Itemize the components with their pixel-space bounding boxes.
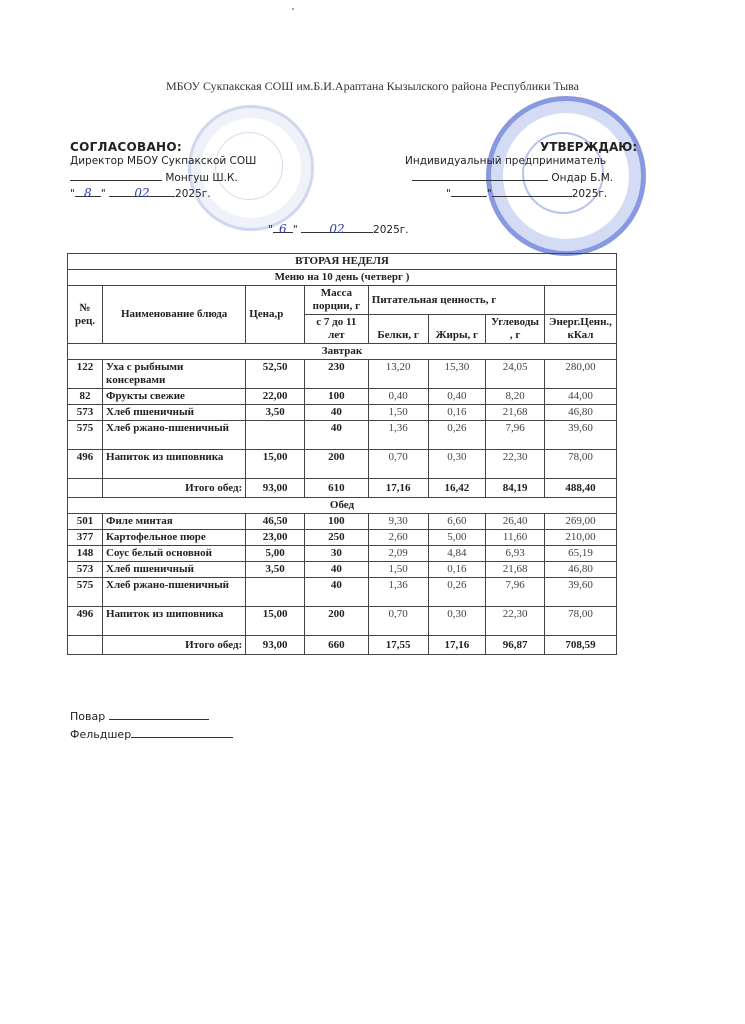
organization-header: МБОУ Сукпакская СОШ им.Б.И.Араптана Кызылского района Республики Тыва — [165, 79, 580, 93]
approved-position: Индивидуальный предприниматель — [405, 155, 607, 167]
total-label: Итого обед: — [103, 636, 246, 655]
week-title-row — [68, 254, 617, 270]
header-nutrition: Питательная ценность, г — [368, 286, 544, 315]
total-carbs: 84,19 — [486, 479, 545, 498]
price: 15,00 — [246, 450, 305, 479]
proteins: 2,60 — [368, 530, 428, 546]
price: 3,50 — [246, 562, 305, 578]
dish-name: Соус белый основной — [103, 546, 246, 562]
header-empty — [544, 286, 616, 315]
fats: 5,00 — [428, 530, 486, 546]
week-title: ВТОРАЯ НЕДЕЛЯ — [68, 254, 617, 270]
price: 15,00 — [246, 607, 305, 636]
menu-date: " 6 " 02 2025г. — [268, 222, 409, 236]
price: 52,50 — [246, 360, 305, 389]
total-proteins: 17,55 — [368, 636, 428, 655]
fats: 0,16 — [428, 562, 486, 578]
mass: 230 — [304, 360, 368, 389]
mass: 100 — [304, 514, 368, 530]
total-mass: 660 — [304, 636, 368, 655]
energy: 46,80 — [544, 562, 616, 578]
scan-speck — [292, 8, 294, 10]
carbs: 24,05 — [486, 360, 545, 389]
agreed-month: 02 — [134, 186, 150, 200]
total-fats: 16,42 — [428, 479, 486, 498]
header-energy: Энерг.Ценн., кКал — [544, 315, 616, 344]
recipe-no: 82 — [68, 389, 103, 405]
header-age-group: с 7 до 11 лет — [304, 315, 368, 344]
price: 22,00 — [246, 389, 305, 405]
approved-year: 2025г. — [571, 188, 608, 200]
recipe-no: 148 — [68, 546, 103, 562]
table-row — [68, 360, 617, 389]
mass: 200 — [304, 450, 368, 479]
table-row — [68, 389, 617, 405]
signature-line — [109, 709, 209, 720]
energy: 39,60 — [544, 578, 616, 607]
total-proteins: 17,16 — [368, 479, 428, 498]
total-carbs: 96,87 — [486, 636, 545, 655]
table-row — [68, 421, 617, 450]
table-row — [68, 546, 617, 562]
dish-name: Филе минтая — [103, 514, 246, 530]
agreed-year: 2025г. — [175, 188, 211, 200]
mass: 30 — [304, 546, 368, 562]
recipe-no: 575 — [68, 578, 103, 607]
proteins: 9,30 — [368, 514, 428, 530]
proteins: 1,36 — [368, 578, 428, 607]
fats: 6,60 — [428, 514, 486, 530]
signature-line — [131, 727, 233, 738]
recipe-no: 573 — [68, 562, 103, 578]
dish-name: Напиток из шиповника — [103, 607, 246, 636]
dish-name: Хлеб ржано-пшеничный — [103, 421, 246, 450]
carbs: 26,40 — [486, 514, 545, 530]
menu-month: 02 — [329, 222, 345, 236]
fats: 0,30 — [428, 607, 486, 636]
header-portion-mass: Масса порции, г — [304, 286, 368, 315]
energy: 44,00 — [544, 389, 616, 405]
mass: 40 — [304, 421, 368, 450]
mass: 250 — [304, 530, 368, 546]
recipe-no: 575 — [68, 421, 103, 450]
approved-signature-line — [412, 170, 613, 184]
energy: 280,00 — [544, 360, 616, 389]
total-fats: 17,16 — [428, 636, 486, 655]
cook-signature — [70, 709, 209, 723]
header-fats: Жиры, г — [428, 315, 486, 344]
recipe-no: 496 — [68, 607, 103, 636]
recipe-no: 501 — [68, 514, 103, 530]
table-row — [68, 514, 617, 530]
agreed-name: Монгуш Ш.К. — [165, 172, 238, 184]
mass: 40 — [304, 578, 368, 607]
menu-year: 2025г. — [373, 224, 409, 236]
total-energy: 488,40 — [544, 479, 616, 498]
table-row — [68, 530, 617, 546]
dish-name: Фрукты свежие — [103, 389, 246, 405]
table-row — [68, 405, 617, 421]
header-dish-name: Наименование блюда — [103, 286, 246, 344]
mass: 40 — [304, 405, 368, 421]
approved-name: Ондар Б.М. — [551, 172, 614, 184]
energy: 210,00 — [544, 530, 616, 546]
signature-line — [412, 170, 548, 181]
carbs: 22,30 — [486, 450, 545, 479]
menu-table — [67, 253, 617, 655]
header-price: Цена,р — [246, 286, 305, 344]
approved-date: " " 2025г. — [446, 188, 608, 200]
proteins: 1,36 — [368, 421, 428, 450]
section-row — [68, 344, 617, 360]
proteins: 0,40 — [368, 389, 428, 405]
agreed-title: СОГЛАСОВАНО: — [70, 140, 182, 154]
recipe-no: 377 — [68, 530, 103, 546]
proteins: 2,09 — [368, 546, 428, 562]
header-row-1 — [68, 286, 617, 315]
table-row — [68, 578, 617, 607]
energy: 65,19 — [544, 546, 616, 562]
menu-day: 6 — [279, 222, 287, 236]
carbs: 22,30 — [486, 607, 545, 636]
dish-name: Хлеб пшеничный — [103, 562, 246, 578]
total-row — [68, 479, 617, 498]
day-title: Меню на 10 день (четверг ) — [68, 270, 617, 286]
fats: 0,16 — [428, 405, 486, 421]
proteins: 1,50 — [368, 405, 428, 421]
agreed-date: " 8 " 02 2025г. — [70, 186, 211, 200]
fats: 0,26 — [428, 578, 486, 607]
dish-name: Хлеб пшеничный — [103, 405, 246, 421]
price: 3,50 — [246, 405, 305, 421]
price — [246, 578, 305, 607]
energy: 39,60 — [544, 421, 616, 450]
total-label: Итого обед: — [103, 479, 246, 498]
energy: 78,00 — [544, 450, 616, 479]
section-title-lunch: Обед — [68, 498, 617, 514]
header-carbs: Углеводы , г — [486, 315, 545, 344]
medic-signature — [70, 727, 233, 741]
proteins: 0,70 — [368, 450, 428, 479]
recipe-no: 573 — [68, 405, 103, 421]
dish-name: Хлеб ржано-пшеничный — [103, 578, 246, 607]
price: 46,50 — [246, 514, 305, 530]
header-proteins: Белки, г — [368, 315, 428, 344]
approved-title: УТВЕРЖДАЮ: — [540, 140, 638, 154]
energy: 46,80 — [544, 405, 616, 421]
recipe-no: 122 — [68, 360, 103, 389]
price — [246, 421, 305, 450]
carbs: 7,96 — [486, 578, 545, 607]
proteins: 0,70 — [368, 607, 428, 636]
fats: 0,26 — [428, 421, 486, 450]
total-mass: 610 — [304, 479, 368, 498]
mass: 200 — [304, 607, 368, 636]
total-empty — [68, 479, 103, 498]
table-row — [68, 607, 617, 636]
agreed-signature-line — [70, 170, 238, 184]
fats: 0,40 — [428, 389, 486, 405]
fats: 0,30 — [428, 450, 486, 479]
price: 5,00 — [246, 546, 305, 562]
total-empty — [68, 636, 103, 655]
energy: 269,00 — [544, 514, 616, 530]
carbs: 8,20 — [486, 389, 545, 405]
proteins: 1,50 — [368, 562, 428, 578]
agreed-day: 8 — [84, 186, 92, 200]
total-row — [68, 636, 617, 655]
total-price: 93,00 — [246, 479, 305, 498]
carbs: 7,96 — [486, 421, 545, 450]
carbs: 21,68 — [486, 405, 545, 421]
dish-name: Напиток из шиповника — [103, 450, 246, 479]
header-recipe-no: № рец. — [68, 286, 103, 344]
price: 23,00 — [246, 530, 305, 546]
carbs: 6,93 — [486, 546, 545, 562]
table-row — [68, 450, 617, 479]
agreed-position: Директор МБОУ Сукпакской СОШ — [70, 155, 257, 167]
dish-name: Уха с рыбными консервами — [103, 360, 246, 389]
fats: 4,84 — [428, 546, 486, 562]
energy: 78,00 — [544, 607, 616, 636]
section-row — [68, 498, 617, 514]
fats: 15,30 — [428, 360, 486, 389]
carbs: 11,60 — [486, 530, 545, 546]
proteins: 13,20 — [368, 360, 428, 389]
carbs: 21,68 — [486, 562, 545, 578]
total-energy: 708,59 — [544, 636, 616, 655]
dish-name: Картофельное пюре — [103, 530, 246, 546]
table-row — [68, 562, 617, 578]
section-title-breakfast: Завтрак — [68, 344, 617, 360]
signature-line — [70, 170, 162, 181]
recipe-no: 496 — [68, 450, 103, 479]
mass: 100 — [304, 389, 368, 405]
mass: 40 — [304, 562, 368, 578]
total-price: 93,00 — [246, 636, 305, 655]
cook-label: Повар — [70, 710, 106, 723]
medic-label: Фельдшер — [70, 728, 132, 741]
day-title-row — [68, 270, 617, 286]
